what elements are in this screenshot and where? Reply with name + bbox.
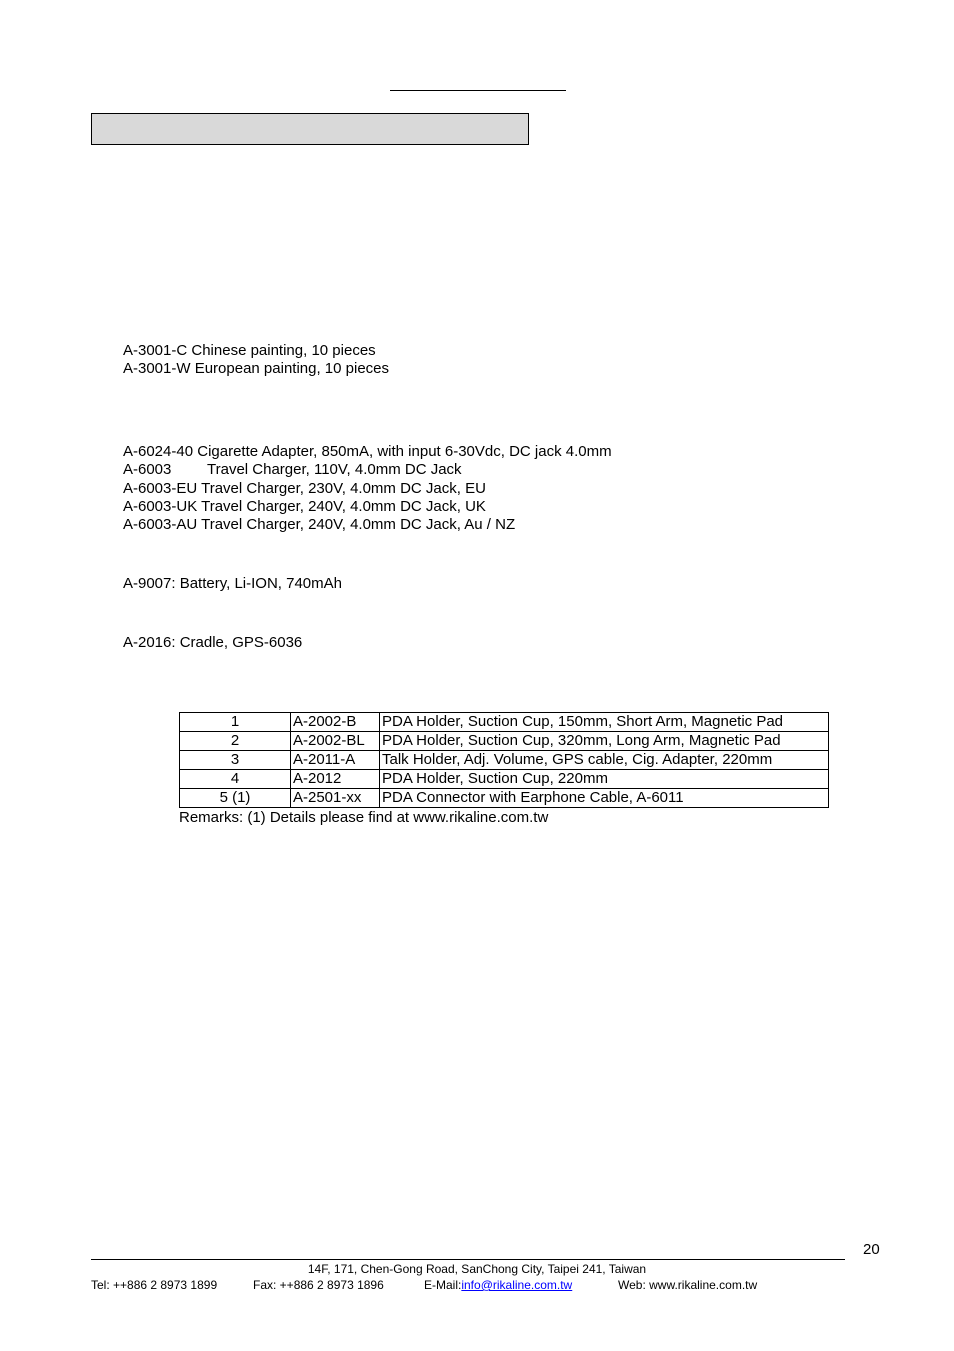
email-link[interactable]: info@rikaline.com.tw	[461, 1278, 573, 1292]
part-number: A-2002-BL	[291, 732, 380, 751]
footer-fax: Fax: ++886 2 8973 1896	[253, 1278, 384, 1292]
part-code: A-6003	[123, 461, 172, 478]
part-description: PDA Connector with Earphone Cable, A-6011	[380, 789, 829, 808]
part-code: A-6003-EU	[123, 480, 198, 497]
row-number: 5 (1)	[180, 789, 291, 808]
part-code: A-3001-W	[123, 360, 191, 377]
table-row	[180, 732, 829, 751]
table-row	[180, 751, 829, 770]
part-number: A-2002-B	[291, 713, 380, 732]
row-number: 3	[180, 751, 291, 770]
cradle-line: A-2016: Cradle, GPS-6036	[123, 634, 303, 651]
part-code: A-6003-UK	[123, 498, 198, 515]
table-remarks: Remarks: (1) Details please find at www.rikaline.com.tw	[179, 809, 549, 826]
part-desc: Travel Charger, 110V, 4.0mm DC Jack	[207, 461, 462, 478]
part-code: A-6003-AU	[123, 516, 198, 533]
section-title-box	[91, 113, 529, 145]
part-desc: European painting, 10 pieces	[194, 360, 390, 377]
page-number: 20	[863, 1241, 880, 1258]
header-rule	[390, 90, 566, 91]
charger-line	[123, 516, 515, 534]
charger-line	[123, 498, 486, 516]
row-number: 4	[180, 770, 291, 789]
part-desc: Travel Charger, 230V, 4.0mm DC Jack, EU	[201, 480, 486, 497]
part-desc: Travel Charger, 240V, 4.0mm DC Jack, Au / NZ	[201, 516, 516, 533]
table-row	[180, 713, 829, 732]
part-number: A-2501-xx	[291, 789, 380, 808]
part-desc: Chinese painting, 10 pieces	[191, 342, 376, 359]
row-number: 1	[180, 713, 291, 732]
battery-line: A-9007: Battery, Li-ION, 740mAh	[123, 575, 342, 592]
part-code: A-3001-C	[123, 342, 188, 359]
row-number: 2	[180, 732, 291, 751]
footer-web: Web: www.rikaline.com.tw	[618, 1278, 758, 1292]
part-desc: Cigarette Adapter, 850mA, with input 6-30Vdc, DC jack 4.0mm	[197, 443, 612, 460]
table-row	[180, 789, 829, 808]
painting-line	[123, 342, 376, 360]
accessories-table	[179, 712, 829, 808]
part-description: Talk Holder, Adj. Volume, GPS cable, Cig. Adapter, 220mm	[380, 751, 829, 770]
part-code: A-6024-40	[123, 443, 194, 460]
table-row	[180, 770, 829, 789]
footer-email-label: E-Mail:	[424, 1278, 462, 1292]
footer-tel: Tel: ++886 2 8973 1899	[91, 1278, 218, 1292]
part-number: A-2011-A	[291, 751, 380, 770]
footer-contact	[91, 1278, 757, 1292]
charger-line	[123, 443, 612, 461]
part-description: PDA Holder, Suction Cup, 150mm, Short Arm, Magnetic Pad	[380, 713, 829, 732]
charger-line	[123, 461, 462, 479]
part-desc: Travel Charger, 240V, 4.0mm DC Jack, UK	[201, 498, 486, 515]
part-description: PDA Holder, Suction Cup, 320mm, Long Arm, Magnetic Pad	[380, 732, 829, 751]
footer-address: 14F, 171, Chen-Gong Road, SanChong City, Taipei 241, Taiwan	[307, 1262, 647, 1276]
footer-rule	[91, 1259, 845, 1260]
part-description: PDA Holder, Suction Cup, 220mm	[380, 770, 829, 789]
painting-line	[123, 360, 389, 378]
footer-email	[424, 1278, 618, 1292]
charger-line	[123, 480, 486, 498]
part-number: A-2012	[291, 770, 380, 789]
